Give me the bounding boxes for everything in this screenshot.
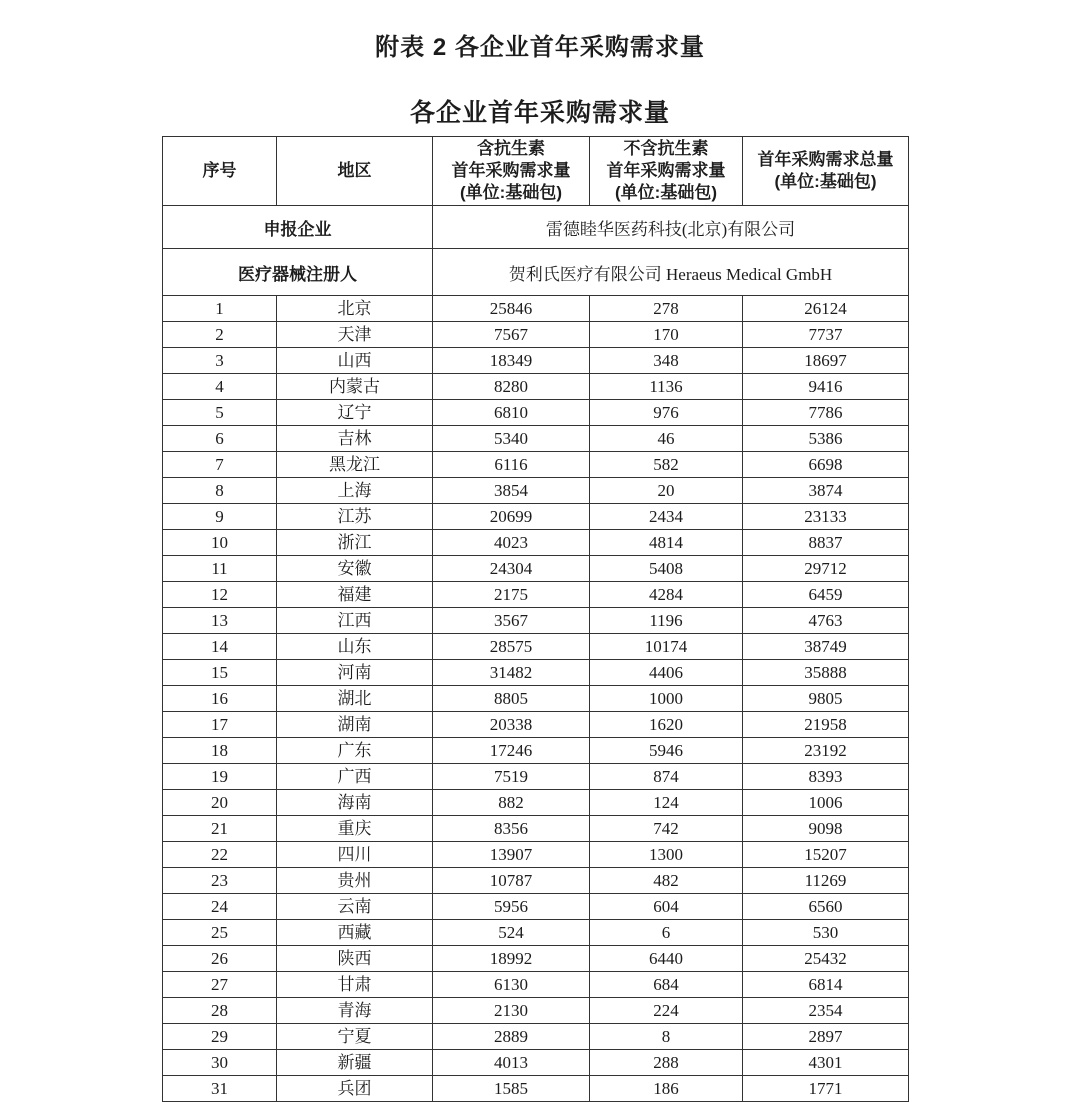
total-value: 2354: [743, 998, 909, 1024]
without-antibiotics-value: 6: [590, 920, 743, 946]
row-index: 8: [163, 478, 277, 504]
without-antibiotics-value: 482: [590, 868, 743, 894]
row-index: 16: [163, 686, 277, 712]
region-name: 上海: [277, 478, 433, 504]
row-index: 9: [163, 504, 277, 530]
with-antibiotics-value: 20699: [433, 504, 590, 530]
total-value: 6560: [743, 894, 909, 920]
with-antibiotics-value: 31482: [433, 660, 590, 686]
row-index: 4: [163, 374, 277, 400]
row-index: 7: [163, 452, 277, 478]
row-index: 10: [163, 530, 277, 556]
col-header-line: 不含抗生素: [623, 139, 709, 158]
total-value: 29712: [743, 556, 909, 582]
region-name: 西藏: [277, 920, 433, 946]
region-name: 湖南: [277, 712, 433, 738]
total-value: 1006: [743, 790, 909, 816]
total-value: 8393: [743, 764, 909, 790]
without-antibiotics-value: 1000: [590, 686, 743, 712]
without-antibiotics-value: 976: [590, 400, 743, 426]
total-value: 9416: [743, 374, 909, 400]
region-name: 内蒙古: [277, 374, 433, 400]
without-antibiotics-value: 224: [590, 998, 743, 1024]
table-row: [163, 608, 909, 634]
without-antibiotics-value: 1620: [590, 712, 743, 738]
table-row: [163, 478, 909, 504]
table-row: [163, 582, 909, 608]
with-antibiotics-value: 5340: [433, 426, 590, 452]
row-index: 3: [163, 348, 277, 374]
table-row: [163, 686, 909, 712]
total-value: 3874: [743, 478, 909, 504]
row-index: 2: [163, 322, 277, 348]
region-name: 重庆: [277, 816, 433, 842]
without-antibiotics-value: 4284: [590, 582, 743, 608]
without-antibiotics-value: 10174: [590, 634, 743, 660]
applicant-row: [163, 206, 909, 249]
without-antibiotics-value: 186: [590, 1076, 743, 1102]
table-row: [163, 296, 909, 322]
table-row: [163, 920, 909, 946]
region-name: 兵团: [277, 1076, 433, 1102]
registrant-row: [163, 249, 909, 296]
col-header-without-antibiotics: [590, 137, 743, 206]
table-row: [163, 400, 909, 426]
region-name: 河南: [277, 660, 433, 686]
row-index: 1: [163, 296, 277, 322]
row-index: 27: [163, 972, 277, 998]
with-antibiotics-value: 2130: [433, 998, 590, 1024]
total-value: 35888: [743, 660, 909, 686]
document-title: 附表 2 各企业首年采购需求量: [375, 34, 705, 61]
total-value: 26124: [743, 296, 909, 322]
table-row: [163, 530, 909, 556]
table-row: [163, 764, 909, 790]
with-antibiotics-value: 4023: [433, 530, 590, 556]
without-antibiotics-value: 874: [590, 764, 743, 790]
with-antibiotics-value: 18992: [433, 946, 590, 972]
total-value: 530: [743, 920, 909, 946]
without-antibiotics-value: 170: [590, 322, 743, 348]
region-name: 海南: [277, 790, 433, 816]
without-antibiotics-value: 5946: [590, 738, 743, 764]
row-index: 15: [163, 660, 277, 686]
region-name: 湖北: [277, 686, 433, 712]
region-name: 四川: [277, 842, 433, 868]
with-antibiotics-value: 882: [433, 790, 590, 816]
without-antibiotics-value: 4814: [590, 530, 743, 556]
with-antibiotics-value: 1585: [433, 1076, 590, 1102]
col-header-line: 首年采购需求量: [451, 161, 571, 180]
without-antibiotics-value: 20: [590, 478, 743, 504]
row-index: 29: [163, 1024, 277, 1050]
without-antibiotics-value: 582: [590, 452, 743, 478]
table-row: [163, 426, 909, 452]
row-index: 11: [163, 556, 277, 582]
col-header-index: 序号: [163, 137, 277, 206]
table-row: [163, 972, 909, 998]
row-index: 6: [163, 426, 277, 452]
table-row: [163, 634, 909, 660]
row-index: 22: [163, 842, 277, 868]
region-name: 吉林: [277, 426, 433, 452]
region-name: 陕西: [277, 946, 433, 972]
with-antibiotics-value: 7567: [433, 322, 590, 348]
region-name: 山东: [277, 634, 433, 660]
total-value: 38749: [743, 634, 909, 660]
table-row: [163, 504, 909, 530]
with-antibiotics-value: 20338: [433, 712, 590, 738]
with-antibiotics-value: 2889: [433, 1024, 590, 1050]
row-index: 5: [163, 400, 277, 426]
without-antibiotics-value: 684: [590, 972, 743, 998]
total-value: 15207: [743, 842, 909, 868]
table-row: [163, 452, 909, 478]
total-value: 6698: [743, 452, 909, 478]
procurement-demand-table: [162, 136, 909, 1102]
table-header-row: [163, 137, 909, 206]
registrant-label: 医疗器械注册人: [163, 249, 433, 296]
with-antibiotics-value: 3854: [433, 478, 590, 504]
total-value: 7737: [743, 322, 909, 348]
without-antibiotics-value: 6440: [590, 946, 743, 972]
total-value: 7786: [743, 400, 909, 426]
region-name: 贵州: [277, 868, 433, 894]
table-row: [163, 660, 909, 686]
col-header-line: 首年采购需求量: [606, 161, 726, 180]
row-index: 23: [163, 868, 277, 894]
total-value: 9805: [743, 686, 909, 712]
with-antibiotics-value: 8280: [433, 374, 590, 400]
region-name: 天津: [277, 322, 433, 348]
total-value: 11269: [743, 868, 909, 894]
without-antibiotics-value: 5408: [590, 556, 743, 582]
with-antibiotics-value: 25846: [433, 296, 590, 322]
with-antibiotics-value: 6810: [433, 400, 590, 426]
with-antibiotics-value: 28575: [433, 634, 590, 660]
region-name: 甘肃: [277, 972, 433, 998]
region-name: 江苏: [277, 504, 433, 530]
row-index: 14: [163, 634, 277, 660]
with-antibiotics-value: 2175: [433, 582, 590, 608]
region-name: 宁夏: [277, 1024, 433, 1050]
table-row: [163, 868, 909, 894]
without-antibiotics-value: 124: [590, 790, 743, 816]
table-row: [163, 1050, 909, 1076]
table-row: [163, 712, 909, 738]
table-row: [163, 348, 909, 374]
with-antibiotics-value: 5956: [433, 894, 590, 920]
total-value: 18697: [743, 348, 909, 374]
row-index: 24: [163, 894, 277, 920]
col-header-line: (单位:基础包): [460, 183, 562, 202]
col-header-total: [743, 137, 909, 206]
row-index: 21: [163, 816, 277, 842]
with-antibiotics-value: 6130: [433, 972, 590, 998]
region-name: 广东: [277, 738, 433, 764]
with-antibiotics-value: 8356: [433, 816, 590, 842]
row-index: 12: [163, 582, 277, 608]
total-value: 5386: [743, 426, 909, 452]
without-antibiotics-value: 2434: [590, 504, 743, 530]
table-row: [163, 1076, 909, 1102]
total-value: 1771: [743, 1076, 909, 1102]
with-antibiotics-value: 7519: [433, 764, 590, 790]
without-antibiotics-value: 604: [590, 894, 743, 920]
without-antibiotics-value: 4406: [590, 660, 743, 686]
total-value: 4301: [743, 1050, 909, 1076]
with-antibiotics-value: 8805: [433, 686, 590, 712]
applicant-label: 申报企业: [163, 206, 433, 249]
col-header-line: (单位:基础包): [774, 172, 877, 191]
table-row: [163, 842, 909, 868]
total-value: 2897: [743, 1024, 909, 1050]
without-antibiotics-value: 278: [590, 296, 743, 322]
without-antibiotics-value: 46: [590, 426, 743, 452]
with-antibiotics-value: 6116: [433, 452, 590, 478]
with-antibiotics-value: 4013: [433, 1050, 590, 1076]
region-name: 辽宁: [277, 400, 433, 426]
with-antibiotics-value: 3567: [433, 608, 590, 634]
total-value: 23133: [743, 504, 909, 530]
total-value: 6459: [743, 582, 909, 608]
row-index: 28: [163, 998, 277, 1024]
with-antibiotics-value: 24304: [433, 556, 590, 582]
with-antibiotics-value: 10787: [433, 868, 590, 894]
region-name: 新疆: [277, 1050, 433, 1076]
col-header-line: (单位:基础包): [615, 183, 717, 202]
region-name: 云南: [277, 894, 433, 920]
row-index: 13: [163, 608, 277, 634]
total-value: 6814: [743, 972, 909, 998]
table-row: [163, 946, 909, 972]
total-value: 9098: [743, 816, 909, 842]
without-antibiotics-value: 348: [590, 348, 743, 374]
with-antibiotics-value: 17246: [433, 738, 590, 764]
region-name: 安徽: [277, 556, 433, 582]
region-name: 广西: [277, 764, 433, 790]
table-row: [163, 322, 909, 348]
row-index: 18: [163, 738, 277, 764]
without-antibiotics-value: 1300: [590, 842, 743, 868]
region-name: 黑龙江: [277, 452, 433, 478]
row-index: 25: [163, 920, 277, 946]
row-index: 19: [163, 764, 277, 790]
table-row: [163, 556, 909, 582]
region-name: 浙江: [277, 530, 433, 556]
without-antibiotics-value: 1196: [590, 608, 743, 634]
applicant-value: 雷德睦华医药科技(北京)有限公司: [433, 206, 909, 249]
total-value: 8837: [743, 530, 909, 556]
row-index: 17: [163, 712, 277, 738]
col-header-line: 首年采购需求总量: [757, 150, 894, 169]
without-antibiotics-value: 742: [590, 816, 743, 842]
table-row: [163, 790, 909, 816]
row-index: 20: [163, 790, 277, 816]
total-value: 25432: [743, 946, 909, 972]
table-row: [163, 998, 909, 1024]
with-antibiotics-value: 18349: [433, 348, 590, 374]
col-header-line: 含抗生素: [477, 139, 545, 158]
with-antibiotics-value: 524: [433, 920, 590, 946]
region-name: 江西: [277, 608, 433, 634]
region-name: 北京: [277, 296, 433, 322]
table-row: [163, 738, 909, 764]
region-name: 福建: [277, 582, 433, 608]
without-antibiotics-value: 8: [590, 1024, 743, 1050]
total-value: 4763: [743, 608, 909, 634]
table-row: [163, 374, 909, 400]
total-value: 21958: [743, 712, 909, 738]
with-antibiotics-value: 13907: [433, 842, 590, 868]
registrant-value: 贺利氏医疗有限公司 Heraeus Medical GmbH: [433, 249, 909, 296]
row-index: 26: [163, 946, 277, 972]
total-value: 23192: [743, 738, 909, 764]
col-header-region: 地区: [277, 137, 433, 206]
table-row: [163, 894, 909, 920]
table-row: [163, 1024, 909, 1050]
col-header-with-antibiotics: [433, 137, 590, 206]
without-antibiotics-value: 1136: [590, 374, 743, 400]
region-name: 山西: [277, 348, 433, 374]
table-title: 各企业首年采购需求量: [409, 99, 670, 127]
row-index: 31: [163, 1076, 277, 1102]
row-index: 30: [163, 1050, 277, 1076]
table-row: [163, 816, 909, 842]
table-body: [163, 296, 909, 1102]
without-antibiotics-value: 288: [590, 1050, 743, 1076]
region-name: 青海: [277, 998, 433, 1024]
